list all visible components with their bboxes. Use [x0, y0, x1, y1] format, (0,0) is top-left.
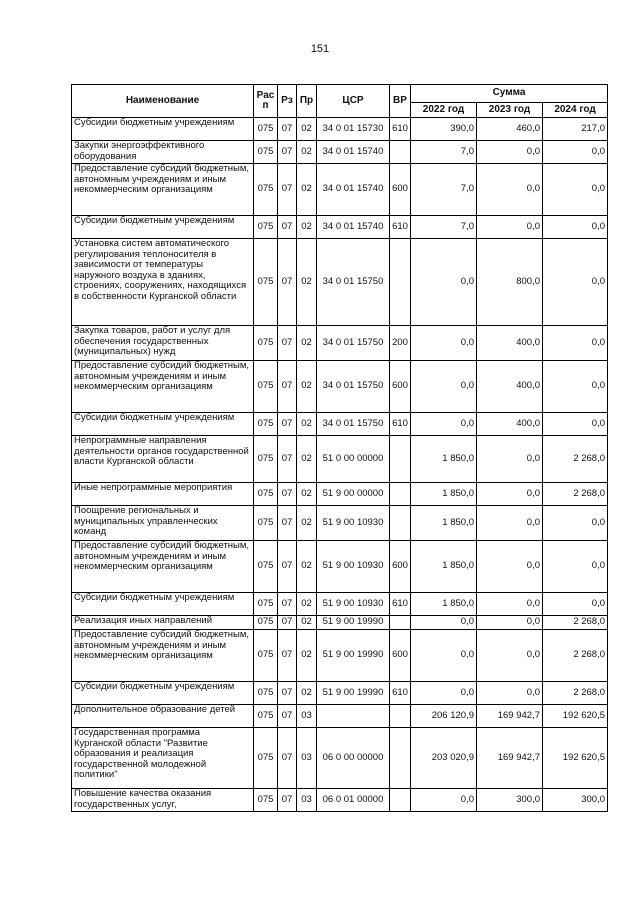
table-row [72, 164, 608, 216]
table-row [72, 616, 608, 630]
cell-vr [390, 789, 411, 812]
cell-csr: 51 9 00 00000 [317, 483, 390, 506]
cell-rz: 07 [278, 413, 297, 436]
cell-pr: 02 [297, 361, 317, 413]
cell-pr: 02 [297, 216, 317, 239]
cell-name: Повышение качества оказания государственных услуг, [72, 789, 254, 812]
cell-vr: 600 [390, 164, 411, 216]
cell-name: Дополнительное образование детей [72, 705, 254, 728]
cell-pr: 02 [297, 436, 317, 483]
cell-vr: 600 [390, 361, 411, 413]
cell-rz: 07 [278, 216, 297, 239]
cell-rz: 07 [278, 239, 297, 326]
table-row [72, 361, 608, 413]
header-pr: Пр [297, 85, 317, 118]
table-row [72, 705, 608, 728]
cell-2022: 0,0 [411, 630, 477, 682]
cell-2023: 0,0 [477, 506, 543, 541]
cell-rz: 07 [278, 361, 297, 413]
cell-vr: 610 [390, 593, 411, 616]
header-sum: Сумма [411, 85, 608, 103]
cell-2024: 0,0 [543, 326, 608, 361]
cell-name: Иные непрограммные мероприятия [72, 483, 254, 506]
cell-vr [390, 239, 411, 326]
cell-csr: 34 0 01 15740 [317, 141, 390, 164]
cell-csr: 34 0 01 15750 [317, 239, 390, 326]
table-row [72, 506, 608, 541]
cell-2022: 7,0 [411, 164, 477, 216]
cell-ras: 075 [254, 361, 278, 413]
cell-2023: 0,0 [477, 164, 543, 216]
cell-csr: 51 9 00 19990 [317, 630, 390, 682]
cell-vr: 610 [390, 682, 411, 705]
cell-name: Субсидии бюджетным учреждениям [72, 118, 254, 141]
cell-2024: 2 268,0 [543, 630, 608, 682]
table-row [72, 682, 608, 705]
cell-name: Государственная программа Курганской области "Развитие образования и реализация государственной молодежной политики" [72, 728, 254, 789]
cell-pr: 02 [297, 326, 317, 361]
cell-2023: 0,0 [477, 436, 543, 483]
cell-pr: 03 [297, 728, 317, 789]
cell-csr: 34 0 01 15740 [317, 216, 390, 239]
cell-rz: 07 [278, 630, 297, 682]
cell-ras: 075 [254, 616, 278, 630]
cell-pr: 02 [297, 239, 317, 326]
cell-csr: 34 0 01 15750 [317, 361, 390, 413]
cell-2022: 1 850,0 [411, 483, 477, 506]
table-row [72, 239, 608, 326]
cell-name: Закупки энергоэффективного оборудования [72, 141, 254, 164]
table-row [72, 436, 608, 483]
cell-csr: 51 9 00 10930 [317, 506, 390, 541]
cell-vr [390, 141, 411, 164]
cell-pr: 02 [297, 616, 317, 630]
cell-csr: 51 9 00 19990 [317, 682, 390, 705]
cell-name: Закупка товаров, работ и услуг для обеспечения государственных (муниципальных) нужд [72, 326, 254, 361]
cell-2023: 169 942,7 [477, 728, 543, 789]
cell-2022: 1 850,0 [411, 593, 477, 616]
page-number: 151 [310, 43, 330, 55]
cell-rz: 07 [278, 593, 297, 616]
cell-pr: 02 [297, 682, 317, 705]
cell-csr: 06 0 00 00000 [317, 728, 390, 789]
cell-2024: 0,0 [543, 141, 608, 164]
cell-pr: 02 [297, 483, 317, 506]
cell-name: Реализация иных направлений [72, 616, 254, 630]
cell-ras: 075 [254, 413, 278, 436]
cell-name: Субсидии бюджетным учреждениям [72, 593, 254, 616]
cell-csr: 34 0 01 15730 [317, 118, 390, 141]
cell-csr: 34 0 01 15750 [317, 413, 390, 436]
cell-ras: 075 [254, 506, 278, 541]
cell-2023: 800,0 [477, 239, 543, 326]
cell-rz: 07 [278, 164, 297, 216]
cell-vr: 600 [390, 541, 411, 593]
cell-2023: 0,0 [477, 682, 543, 705]
cell-vr: 610 [390, 216, 411, 239]
cell-2023: 0,0 [477, 141, 543, 164]
cell-2024: 0,0 [543, 164, 608, 216]
cell-pr: 02 [297, 541, 317, 593]
cell-2024: 0,0 [543, 216, 608, 239]
header-csr: ЦСР [317, 85, 390, 118]
cell-name: Предоставление субсидий бюджетным, автономным учреждениям и иным некоммерческим организациям [72, 630, 254, 682]
cell-2023: 0,0 [477, 483, 543, 506]
cell-rz: 07 [278, 483, 297, 506]
cell-vr: 610 [390, 413, 411, 436]
cell-2024: 300,0 [543, 789, 608, 812]
cell-ras: 075 [254, 705, 278, 728]
cell-pr: 03 [297, 789, 317, 812]
cell-2023: 0,0 [477, 630, 543, 682]
cell-2022: 206 120,9 [411, 705, 477, 728]
cell-rz: 07 [278, 682, 297, 705]
cell-name: Субсидии бюджетным учреждениям [72, 413, 254, 436]
cell-vr [390, 728, 411, 789]
cell-csr [317, 705, 390, 728]
cell-2024: 0,0 [543, 541, 608, 593]
cell-vr [390, 436, 411, 483]
cell-2022: 1 850,0 [411, 506, 477, 541]
table-row [72, 141, 608, 164]
cell-csr: 51 9 00 10930 [317, 593, 390, 616]
cell-pr: 02 [297, 118, 317, 141]
cell-rz: 07 [278, 141, 297, 164]
cell-vr: 610 [390, 118, 411, 141]
cell-name: Предоставление субсидий бюджетным, автономным учреждениям и иным некоммерческим организациям [72, 164, 254, 216]
cell-2022: 1 850,0 [411, 541, 477, 593]
cell-csr: 34 0 01 15740 [317, 164, 390, 216]
table-row [72, 541, 608, 593]
cell-ras: 075 [254, 326, 278, 361]
table-row [72, 483, 608, 506]
cell-ras: 075 [254, 239, 278, 326]
cell-csr: 06 0 01 00000 [317, 789, 390, 812]
cell-2022: 7,0 [411, 141, 477, 164]
cell-ras: 075 [254, 728, 278, 789]
cell-ras: 075 [254, 789, 278, 812]
cell-2022: 0,0 [411, 789, 477, 812]
cell-2023: 0,0 [477, 541, 543, 593]
cell-vr [390, 616, 411, 630]
cell-ras: 075 [254, 483, 278, 506]
header-2022: 2022 год [411, 103, 477, 118]
cell-pr: 02 [297, 593, 317, 616]
cell-pr: 03 [297, 705, 317, 728]
cell-ras: 075 [254, 630, 278, 682]
cell-pr: 02 [297, 630, 317, 682]
cell-2023: 400,0 [477, 413, 543, 436]
header-2024: 2024 год [543, 103, 608, 118]
cell-2022: 1 850,0 [411, 436, 477, 483]
cell-ras: 075 [254, 682, 278, 705]
cell-ras: 075 [254, 593, 278, 616]
cell-rz: 07 [278, 789, 297, 812]
cell-2023: 460,0 [477, 118, 543, 141]
cell-vr: 600 [390, 630, 411, 682]
cell-name: Субсидии бюджетным учреждениям [72, 682, 254, 705]
cell-pr: 02 [297, 506, 317, 541]
cell-2022: 0,0 [411, 239, 477, 326]
cell-name: Предоставление субсидий бюджетным, автономным учреждениям и иным некоммерческим организациям [72, 541, 254, 593]
cell-csr: 34 0 01 15750 [317, 326, 390, 361]
cell-name: Поощрение региональных и муниципальных управленческих команд [72, 506, 254, 541]
cell-ras: 075 [254, 436, 278, 483]
table-row [72, 413, 608, 436]
cell-rz: 07 [278, 326, 297, 361]
cell-2023: 169 942,7 [477, 705, 543, 728]
table-row [72, 326, 608, 361]
cell-2024: 192 620,5 [543, 728, 608, 789]
table-row [72, 593, 608, 616]
cell-2022: 7,0 [411, 216, 477, 239]
cell-2024: 0,0 [543, 361, 608, 413]
cell-vr: 200 [390, 326, 411, 361]
cell-pr: 02 [297, 141, 317, 164]
cell-ras: 075 [254, 164, 278, 216]
cell-2024: 2 268,0 [543, 483, 608, 506]
cell-ras: 075 [254, 216, 278, 239]
cell-2024: 2 268,0 [543, 436, 608, 483]
header-name: Наименование [72, 85, 254, 118]
header-ras: Рас п [254, 85, 278, 118]
cell-2024: 0,0 [543, 413, 608, 436]
cell-2023: 300,0 [477, 789, 543, 812]
cell-vr [390, 705, 411, 728]
cell-2024: 0,0 [543, 593, 608, 616]
cell-2024: 192 620,5 [543, 705, 608, 728]
cell-rz: 07 [278, 728, 297, 789]
cell-2022: 0,0 [411, 413, 477, 436]
cell-pr: 02 [297, 164, 317, 216]
cell-name: Установка систем автоматического регулирования теплоносителя в зависимости от температуры наружного воздуха в зданиях, строениях, сооружениях, находящихся в собственности Курганской области [72, 239, 254, 326]
table-row [72, 118, 608, 141]
cell-2022: 0,0 [411, 361, 477, 413]
cell-2023: 0,0 [477, 593, 543, 616]
header-rz: Рз [278, 85, 297, 118]
cell-rz: 07 [278, 705, 297, 728]
cell-2022: 0,0 [411, 616, 477, 630]
cell-rz: 07 [278, 616, 297, 630]
cell-rz: 07 [278, 436, 297, 483]
cell-rz: 07 [278, 506, 297, 541]
cell-2023: 400,0 [477, 326, 543, 361]
cell-vr [390, 483, 411, 506]
cell-2024: 217,0 [543, 118, 608, 141]
cell-2022: 0,0 [411, 682, 477, 705]
cell-ras: 075 [254, 118, 278, 141]
cell-2022: 390,0 [411, 118, 477, 141]
cell-rz: 07 [278, 118, 297, 141]
cell-2024: 2 268,0 [543, 682, 608, 705]
cell-2023: 400,0 [477, 361, 543, 413]
cell-pr: 02 [297, 413, 317, 436]
cell-2024: 0,0 [543, 506, 608, 541]
table-row [72, 728, 608, 789]
table-row [72, 630, 608, 682]
cell-rz: 07 [278, 541, 297, 593]
cell-csr: 51 9 00 19990 [317, 616, 390, 630]
cell-2023: 0,0 [477, 216, 543, 239]
table-row [72, 216, 608, 239]
header-2023: 2023 год [477, 103, 543, 118]
cell-name: Непрограммные направления деятельности органов государственной власти Курганской области [72, 436, 254, 483]
cell-vr [390, 506, 411, 541]
cell-2022: 203 020,9 [411, 728, 477, 789]
cell-name: Предоставление субсидий бюджетным, автономным учреждениям и иным некоммерческим организациям [72, 361, 254, 413]
cell-ras: 075 [254, 141, 278, 164]
cell-2024: 0,0 [543, 239, 608, 326]
cell-2022: 0,0 [411, 326, 477, 361]
cell-name: Субсидии бюджетным учреждениям [72, 216, 254, 239]
header-vr: ВР [390, 85, 411, 118]
cell-2023: 0,0 [477, 616, 543, 630]
table-row [72, 789, 608, 812]
budget-table [71, 84, 608, 812]
cell-csr: 51 9 00 10930 [317, 541, 390, 593]
cell-ras: 075 [254, 541, 278, 593]
cell-2024: 2 268,0 [543, 616, 608, 630]
cell-csr: 51 0 00 00000 [317, 436, 390, 483]
